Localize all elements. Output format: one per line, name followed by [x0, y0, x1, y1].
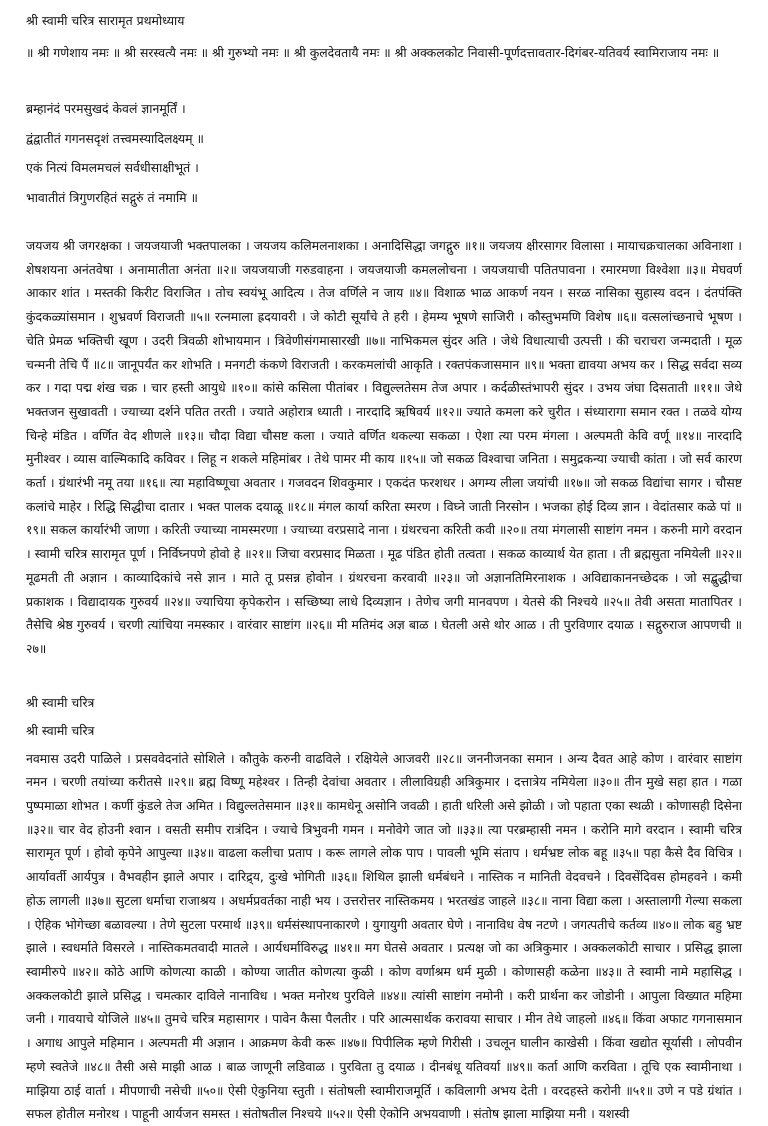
- verse-line: द्वंद्वातीतं गगनसदृशं तत्त्वमस्यादिलक्ष्यम् ॥: [26, 130, 204, 146]
- section-heading: श्री स्वामी चरित्र: [26, 722, 95, 738]
- section-heading: श्री स्वामी चरित्र: [26, 694, 95, 710]
- stanza-paragraph-1: जयजय श्री जगरक्षका । जयजयाजी भक्तपालका । जयजय कलिमलनाशका । अनादिसिद्धा जगद्गुरु ॥१॥ जयजय क्षीरसागर विलासा । मायाचक्रचालका अविनाशा । शेषशयना अनंतवेषा । अनामातीता अनंता ॥२॥ जयजयाजी गरुडवाहना । जयजयाजी कमललोचना । जयजयाची पतितपावना । रमारमणा विश्वेशा ॥३॥ मेघवर्ण आकार शांत । मस्तकी किरीट विराजित । तोच स्वयंभू आदित्य । तेज वर्णिले न जाय ॥४॥ विशाळ भाळ आकर्ण नयन । सरळ नासिका सुहास्य वदन । दंतपंक्ति कुंदकळ्यांसमान । शुभ्रवर्ण विराजती ॥५॥ रत्नमाला ह्रदयावरी । जे कोटी सूर्यांचे ते हरी । हेमम्य भूषणे साजिरी । कौस्तुभमणि विशेष ॥६॥ वत्सलांच्छनाचे भूषण । चेति प्रेमळ भक्तिची खूण । उदरी त्रिवळी शोभायमान । त्रिवेणीसंगमासारखी ॥७॥ नाभिकमल सुंदर अति । जेथे विधात्याची उत्पत्ती । की चराचरा जन्मदाती । मूळ चन्मनी तेचि पैं ॥८॥ जानूपर्यंत कर शोभति । मनगटी कंकणे विराजती । करकमलांची आकृति । रक्तपंकजासमान ॥९॥ भक्ता द्यावया अभय कर । सिद्ध सर्वदा सव्य कर । गदा पद्म शंख चक्र । चार हस्ती आयुधे ॥१०॥ कांसे कसिला पीतांबर । विद्युल्लतेसम तेज अपार । कर्दळीस्तंभापरी सुंदर । उभय जंघा दिसताती ॥११॥ जेथे भक्तजन सुखावती । ज्याच्या दर्शने पतित तरती । ज्याते अहोरात्र ध्याती । नारदादि ऋषिवर्य ॥१२॥ ज्याते कमला करे चुरीत । संध्यारागा समान रक्त । तळवे योग्य चिन्हे मंडित । वर्णित वेद शीणले ॥१३॥ चौदा विद्या चौसष्ट कला । ज्याते वर्णित थकल्या सकळा । ऐशा त्या परम मंगला । अल्पमती केवि वर्णू ॥१४॥ नारदादि मुनीश्वर । व्यास वाल्मिकादि कविवर । लिहू न शकले महिमांबर । तेथे पामर मी काय ॥१५॥ जो सकळ विश्वाचा जनिता । समुद्रकन्या ज्याची कांता । जो सर्व कारण कर्ता । ग्रंथारंभी नमू तया ॥१६॥ त्या महाविष्णूचा अवतार । गजवदन शिवकुमार । एकदंत फरशधर । अगम्य लीला जयांची ॥१७॥ जो सकळ विद्यांचा सागर । चौसष्ट कलांचे माहेर । रिद्धि सिद्धीचा दातार । भक्त पालक दयाळू ॥१८॥ मंगल कार्या करिता स्मरण । विघ्ने जाती निरसोन । भजका होई दिव्य ज्ञान । वेदांतसार कळे पां ॥१९॥ सकल कार्यारंभी जाणा । करिती ज्याच्या नामस्मरणा । ज्याच्या वरप्रसादे नाना । ग्रंथरचना करिती कवी ॥२०॥ तया मंगलासी साष्टांग नमन । करुनी मागे वरदान । स्वामी चरित्र सारामृत पूर्ण । निर्विघ्नपणे होवो हे ॥२१॥ जिचा वरप्रसाद मिळता । मूढ पंडित होती तत्वता । सकळ काव्यार्थ येत हाता । ती ब्रह्मसुता नमियेली ॥२२॥ मूढमती ती अज्ञान । काव्यादिकांचे नसे ज्ञान । माते तू प्रसन्न होवोन । ग्रंथरचना करवावी ॥२३॥ जो अज्ञानतिमिरनाशक । अविद्याकाननच्छेदक । जो सद्बुद्धीचा प्रकाशक । विद्यादायक गुरुवर्य ॥२४॥ ज्याचिया कृपेकरोन । सच्छिष्या लाधे दिव्यज्ञान । तेणेच जगी मानवपण । येतसे की निश्चये ॥२५॥ तेवी असता मातापितर । तैसेचि श्रेष्ठ गुरुवर्य । चरणी त्यांचिया नमस्कार । वारंवार साष्टांग ॥२६॥ मी मतिमंद अज्ञ बाळ । घेतली असे थोर आळ । ती पुरविणार दयाळ । सद्गुरुराज आपणची ॥२७॥: [26, 238, 742, 656]
- opening-verse: [26, 94, 742, 212]
- chapter-title: श्री स्वामी चरित्र सारामृत प्रथमोध्याय: [26, 13, 185, 28]
- verse-line: ब्रम्हानंदं परमसुखदं केवलं ज्ञानमूर्तिं ।: [26, 101, 186, 116]
- stanza-paragraph-2: नवमास उदरी पाळिले । प्रसववेदनांते सोशिले । कौतुके करुनी वाढविले । रक्षियेले आजवरी ॥२८॥ जननीजनका समान । अन्य दैवत आहे कोण । वारंवार साष्टांग नमन । चरणी तयांच्या करीतसे ॥२९॥ ब्रह्म विष्णू महेश्वर । तिन्ही देवांचा अवतार । लीलाविग्रही अत्रिकुमार । दत्तात्रेय नमियेला ॥३०॥ तीन मुखे सहा हात । गळा पुष्पमाळा शोभत । कर्णी कुंडले तेज अमित । विद्युल्लतेसमान ॥३१॥ कामधेनू असोनि जवळी । हाती धरिली असे झोळी । जो पहाता एका स्थळी । कोणासही दिसेना ॥३२॥ चार वेद होउनी श्वान । वसती समीप रात्रंदिन । ज्याचे त्रिभुवनी गमन । मनोवेगे जात जो ॥३३॥ त्या परब्रम्हासी नमन । करोनि मागे वरदान । स्वामी चरित्र सारामृत पूर्ण । होवो कृपेने आपुल्या ॥३४॥ वाढला कलीचा प्रताप । करू लागले लोक पाप । पावली भूमि संताप । धर्मभ्रष्ट लोक बहू ॥३५॥ पहा कैसे दैव विचित्र । आर्यावर्ती आर्यपुत्र । वैभवहीन झाले अपार । दारिद्र्य, दुःखे भोगिती ॥३६॥ शिथिल झाली धर्मबंधने । नास्तिक न मानिती वेदवचने । दिवसेंदिवस होमहवने । कमी होऊ लागली ॥३७॥ सुटला धर्माचा राजाश्रय । अधर्मप्रवर्तका नाही भय । उत्तरोत्तर नास्तिकमय । भरतखंड जाहले ॥३८॥ नाना विद्या कला । अस्तालागी गेल्या सकला । ऐहिक भोगेच्छा बळावल्या । तेणे सुटला परमार्थ ॥३९॥ धर्मसंस्थापनाकारणे । युगायुगी अवतार घेणे । नानाविध वेष नटणे । जगत्पतीचे कर्तव्य ॥४०॥ लोक बहु भ्रष्ट झाले । स्वधर्माते विसरले । नास्तिकमतवादी मातले । आर्यधर्माविरुद्ध ॥४१॥ मग घेतसे अवतार । प्रत्यक्ष जो का अत्रिकुमार । अक्कलकोटी साचार । प्रसिद्ध झाला स्वामीरुपे ॥४२॥ कोठे आणि कोणत्या काळी । कोण्या जातीत कोणत्या कुळी । कोण वर्णाश्रम धर्म मुळी । कोणासही कळेना ॥४३॥ ते स्वामी नामे महासिद्ध । अक्कलकोटी झाले प्रसिद्ध । चमत्कार दाविले नानाविध । भक्त मनोरथ पुरविले ॥४४॥ त्यांसी साष्टांग नमोनी । करी प्रार्थना कर जोडोनी । आपुला विख्यात महिमा जनी । गावयाचे योजिले ॥४५॥ तुमचे चरित्र महासागर । पावेन कैसा पैलतीर । परि आत्मसार्थक करावया साचार । मीन तेथे जाहलो ॥४६॥ किंवा अफाट गगनासमान । अगाध आपुले महिमान । अल्पमती मी अज्ञान । आक्रमण केवी करू ॥४७॥ पिपीलिक म्हणे गिरीसी । उचलून घालीन काखेसी । किंवा खद्योत सूर्यासी । लोपवीन म्हणे स्वतेजे ॥४८॥ तैसी असे माझी आळ । बाळ जाणूनी लडिवाळ । पुरविता तु दयाळ । दीनबंधू यतिवर्या ॥४९॥ कर्ता आणि करविता । तूचि एक स्वामीनाथा । माझिया ठाई वार्ता । मीपणाची नसेची ॥५०॥ ऐसी ऐकुनिया स्तुती । संतोषली स्वामीराजमूर्ति । कविलागी अभय देती । वरदहस्ते करोनी ॥५१॥ उणे न पडे ग्रंथांत । सफल होतील मनोरथ । पाहूनी आर्यजन समस्त । संतोषतील निश्चये ॥५२॥ ऐसी ऐकोनि अभयवाणी । संतोष झाला माझिया मनी । यशस्वी: [26, 750, 742, 1122]
- verse-line: भावातीतं त्रिगुणरहितं सद्गुरुं तं नमामि ॥: [26, 189, 198, 205]
- verse-line: एकं नित्यं विमलमचलं सर्वधीसाक्षीभूतं ।: [26, 160, 199, 175]
- invocation-line: ॥ श्री गणेशाय नमः ॥ श्री सरस्वत्यै नमः ॥ श्री गुरुभ्यो नमः ॥ श्री कुलदेवतायै नमः ॥ श्री अक्कलकोट निवासी-पूर्णदत्तावतार-दिगंबर-यतिवर्य स्वामिराजाय नमः ॥: [26, 45, 720, 60]
